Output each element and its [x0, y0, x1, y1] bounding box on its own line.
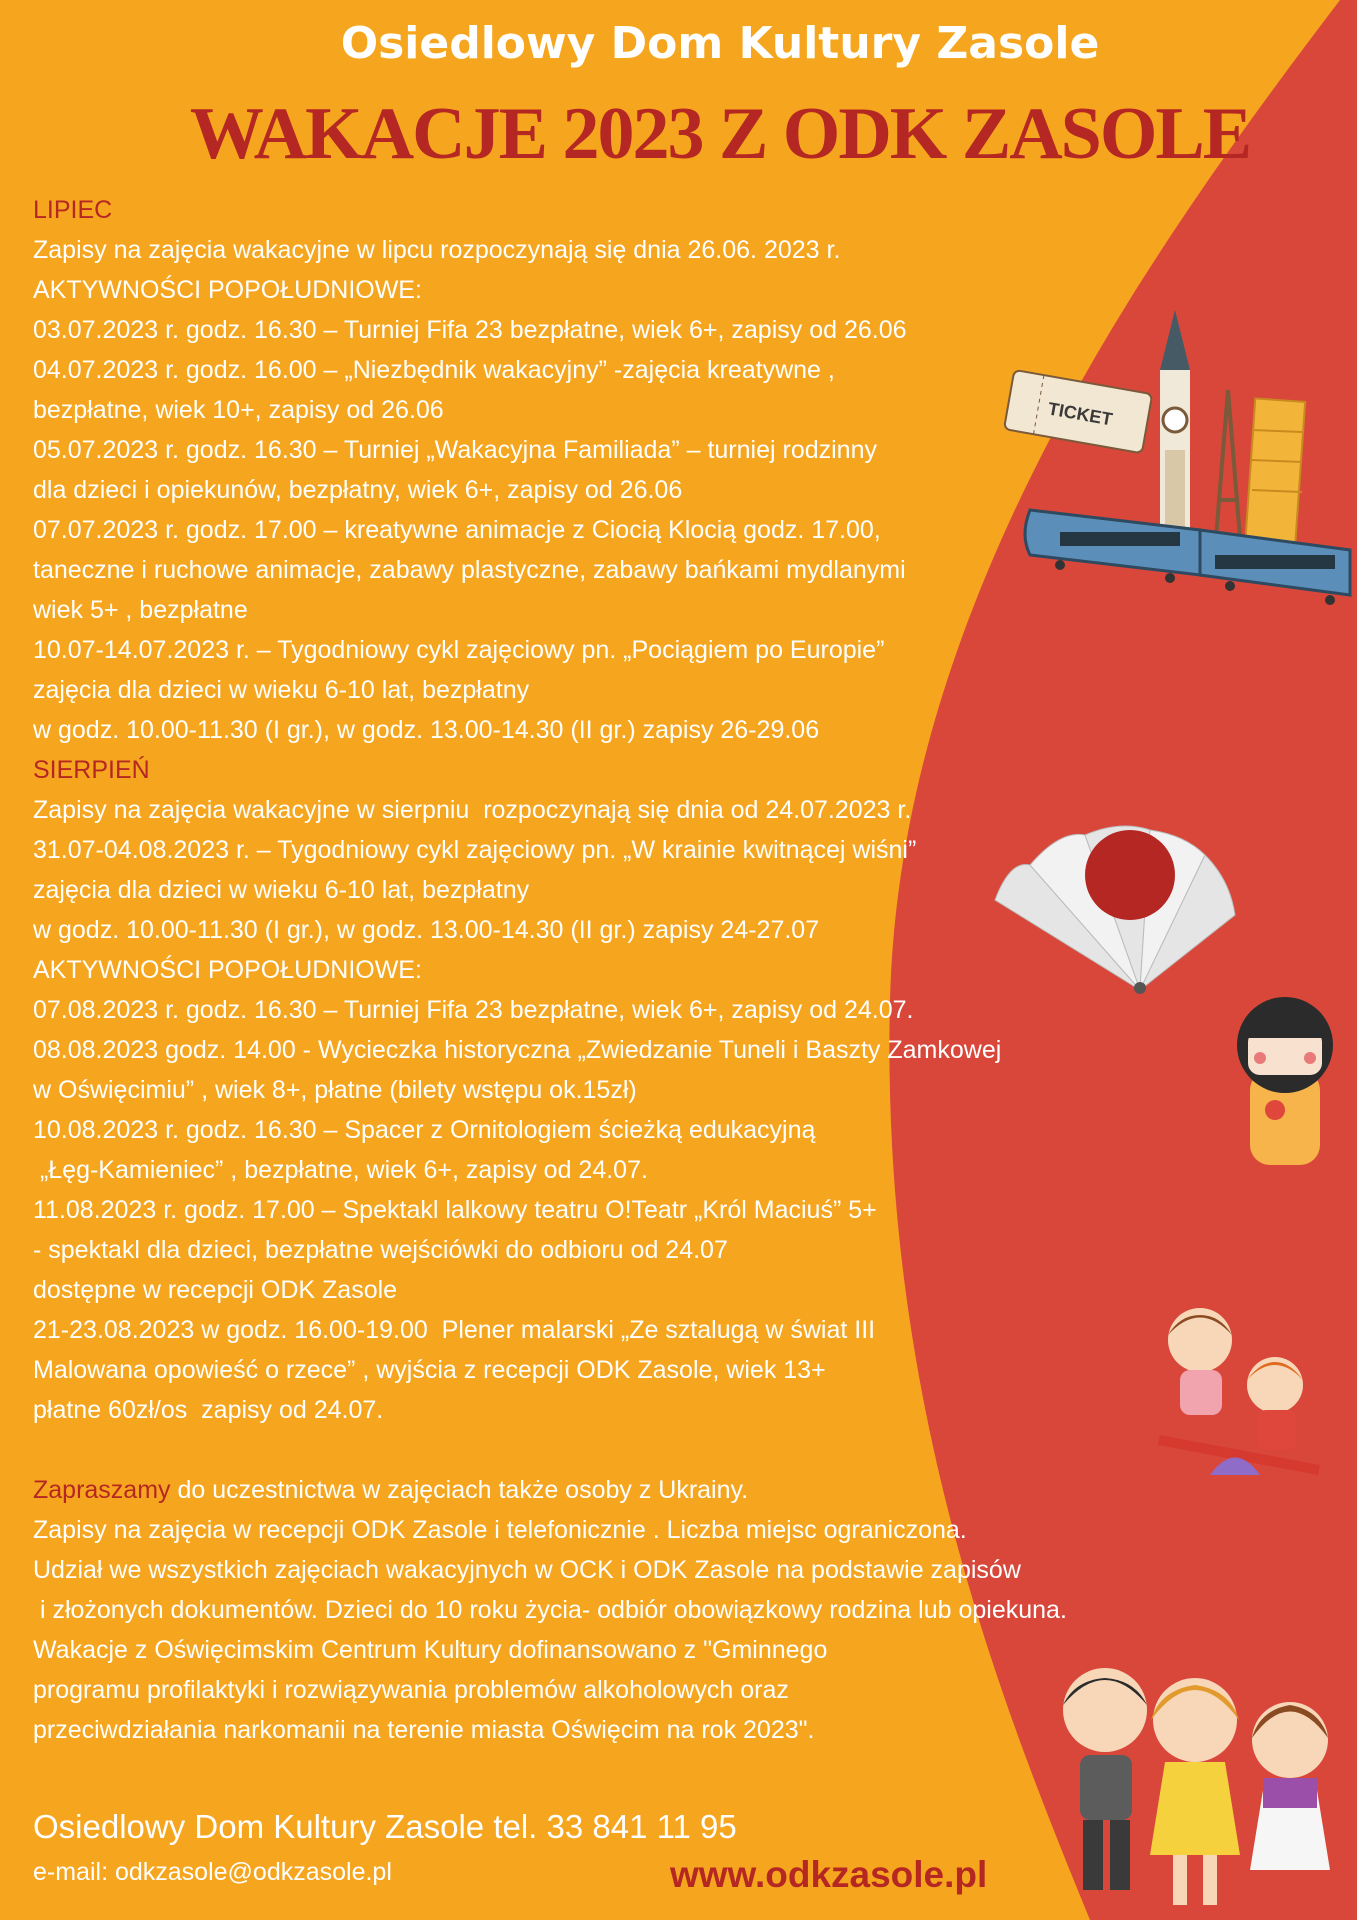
- spacer: [33, 1430, 1333, 1470]
- lipiec-line: 07.07.2023 r. godz. 17.00 – kreatywne animacje z Ciocią Klocią godz. 17.00,: [33, 516, 881, 544]
- japanese-fan-icon: [990, 820, 1240, 1010]
- lipiec-line: dla dzieci i opiekunów, bezpłatny, wiek 6+, zapisy od 26.06: [33, 476, 683, 504]
- contact-email: e-mail: odkzasole@odkzasole.pl: [33, 1858, 392, 1886]
- headline: WAKACJE 2023 Z ODK ZASOLE: [189, 93, 1251, 175]
- lipiec-line: bezpłatne, wiek 10+, zapisy od 26.06: [33, 396, 444, 424]
- sierpien-line: 08.08.2023 godz. 14.00 - Wycieczka historyczna „Zwiedzanie Tuneli i Baszty Zamkowej: [33, 1036, 1002, 1064]
- invite-line: [33, 1470, 1333, 1510]
- sierpien-line: płatne 60zł/os zapisy od 24.07.: [33, 1396, 384, 1424]
- ticket-label: TICKET: [1046, 398, 1114, 430]
- lipiec-line: 10.07-14.07.2023 r. – Tygodniowy cykl zajęciowy pn. „Pociągiem po Europie”: [33, 636, 885, 664]
- info-line: przeciwdziałania narkomanii na terenie miasta Oświęcim na rok 2023".: [33, 1716, 815, 1744]
- kokeshi-doll-icon: [1230, 990, 1340, 1170]
- sierpien-line: zajęcia dla dzieci w wieku 6-10 lat, bezpłatny: [33, 876, 530, 904]
- girl-yellow-icon: [1150, 1678, 1240, 1905]
- lipiec-line: 03.07.2023 r. godz. 16.30 – Turniej Fifa 23 bezpłatne, wiek 6+, zapisy od 26.06: [33, 316, 907, 344]
- info-line: i złożonych dokumentów. Dzieci do 10 roku życia- odbiór obowiązkowy rodzina lub opiekuna.: [33, 1596, 1067, 1624]
- info-line: Zapisy na zajęcia w recepcji ODK Zasole i telefonicznie . Liczba miejsc ograniczona.: [33, 1516, 967, 1544]
- sierpien-line: „Łęg-Kamieniec” , bezpłatne, wiek 6+, zapisy od 24.07.: [33, 1156, 648, 1184]
- page-title: Osiedlowy Dom Kultury Zasole: [340, 18, 1100, 69]
- lipiec-line: wiek 5+ , bezpłatne: [33, 596, 248, 624]
- sierpien-line: w Oświęcimiu” , wiek 8+, płatne (bilety wstępu ok.15zł): [33, 1076, 637, 1104]
- sierpien-line: AKTYWNOŚCI POPOŁUDNIOWE:: [33, 956, 422, 984]
- lipiec-line: taneczne i ruchowe animacje, zabawy plastyczne, zabawy bańkami mydlanymi: [33, 556, 906, 584]
- lipiec-line: w godz. 10.00-11.30 (I gr.), w godz. 13.00-14.30 (II gr.) zapisy 26-29.06: [33, 716, 820, 744]
- sierpien-line: Zapisy na zajęcia wakacyjne w sierpniu rozpoczynają się dnia od 24.07.2023 r.: [33, 796, 912, 824]
- contact-phone: Osiedlowy Dom Kultury Zasole tel. 33 841 11 95: [33, 1808, 737, 1845]
- girl-pink-icon: [1250, 1702, 1330, 1870]
- eiffel-tower-icon: [1215, 390, 1241, 550]
- kids-seesaw-icon: [1150, 1300, 1325, 1490]
- info-line: programu profilaktyki i rozwiązywania problemów alkoholowych oraz: [33, 1676, 789, 1704]
- sierpien-line: - spektakl dla dzieci, bezpłatne wejściówki do odbioru od 24.07: [33, 1236, 728, 1264]
- ticket-icon: [1004, 370, 1152, 453]
- leaning-tower-icon: [1245, 398, 1305, 551]
- europe-travel-illustration: [1000, 310, 1357, 620]
- boy-icon: [1063, 1668, 1147, 1890]
- section-heading-sierpien: SIERPIEŃ: [33, 756, 150, 784]
- invite-word: Zapraszamy: [33, 1476, 171, 1504]
- sierpien-line: 11.08.2023 r. godz. 17.00 – Spektakl lalkowy teatru O!Teatr „Król Maciuś” 5+: [33, 1196, 877, 1224]
- sierpien-line: Malowana opowieść o rzece” , wyjścia z recepcji ODK Zasole, wiek 13+: [33, 1356, 826, 1384]
- sierpien-line: 10.08.2023 r. godz. 16.30 – Spacer z Ornitologiem ścieżką edukacyjną: [33, 1116, 816, 1144]
- lipiec-line: 04.07.2023 r. godz. 16.00 – „Niezbędnik wakacyjny” -zajęcia kreatywne ,: [33, 356, 835, 384]
- sierpien-line: 21-23.08.2023 w godz. 16.00-19.00 Plener malarski „Ze sztalugą w świat III: [33, 1316, 876, 1344]
- lipiec-line: 05.07.2023 r. godz. 16.30 – Turniej „Wakacyjna Familiada” – turniej rodzinny: [33, 436, 877, 464]
- sierpien-line: 31.07-04.08.2023 r. – Tygodniowy cykl zajęciowy pn. „W krainie kwitnącej wiśni”: [33, 836, 917, 864]
- big-ben-icon: [1160, 310, 1190, 550]
- section-heading-lipiec: LIPIEC: [33, 196, 113, 224]
- info-line: Udział we wszystkich zajęciach wakacyjnych w OCK i ODK Zasole na podstawie zapisów: [33, 1556, 1021, 1584]
- lipiec-line: Zapisy na zajęcia wakacyjne w lipcu rozpoczynają się dnia 26.06. 2023 r.: [33, 236, 841, 264]
- invite-rest: do uczestnictwa w zajęciach także osoby z Ukrainy.: [170, 1476, 749, 1504]
- lipiec-line: AKTYWNOŚCI POPOŁUDNIOWE:: [33, 276, 422, 304]
- sierpien-line: w godz. 10.00-11.30 (I gr.), w godz. 13.00-14.30 (II gr.) zapisy 24-27.07: [33, 916, 820, 944]
- info-line: Wakacje z Oświęcimskim Centrum Kultury dofinansowano z "Gminnego: [33, 1636, 828, 1664]
- children-illustration: [1055, 1660, 1345, 1915]
- sierpien-line: dostępne w recepcji ODK Zasole: [33, 1276, 398, 1304]
- lipiec-line: zajęcia dla dzieci w wieku 6-10 lat, bezpłatny: [33, 676, 530, 704]
- website-link[interactable]: www.odkzasole.pl: [670, 1854, 988, 1895]
- sierpien-line: 07.08.2023 r. godz. 16.30 – Turniej Fifa 23 bezpłatne, wiek 6+, zapisy od 24.07.: [33, 996, 914, 1024]
